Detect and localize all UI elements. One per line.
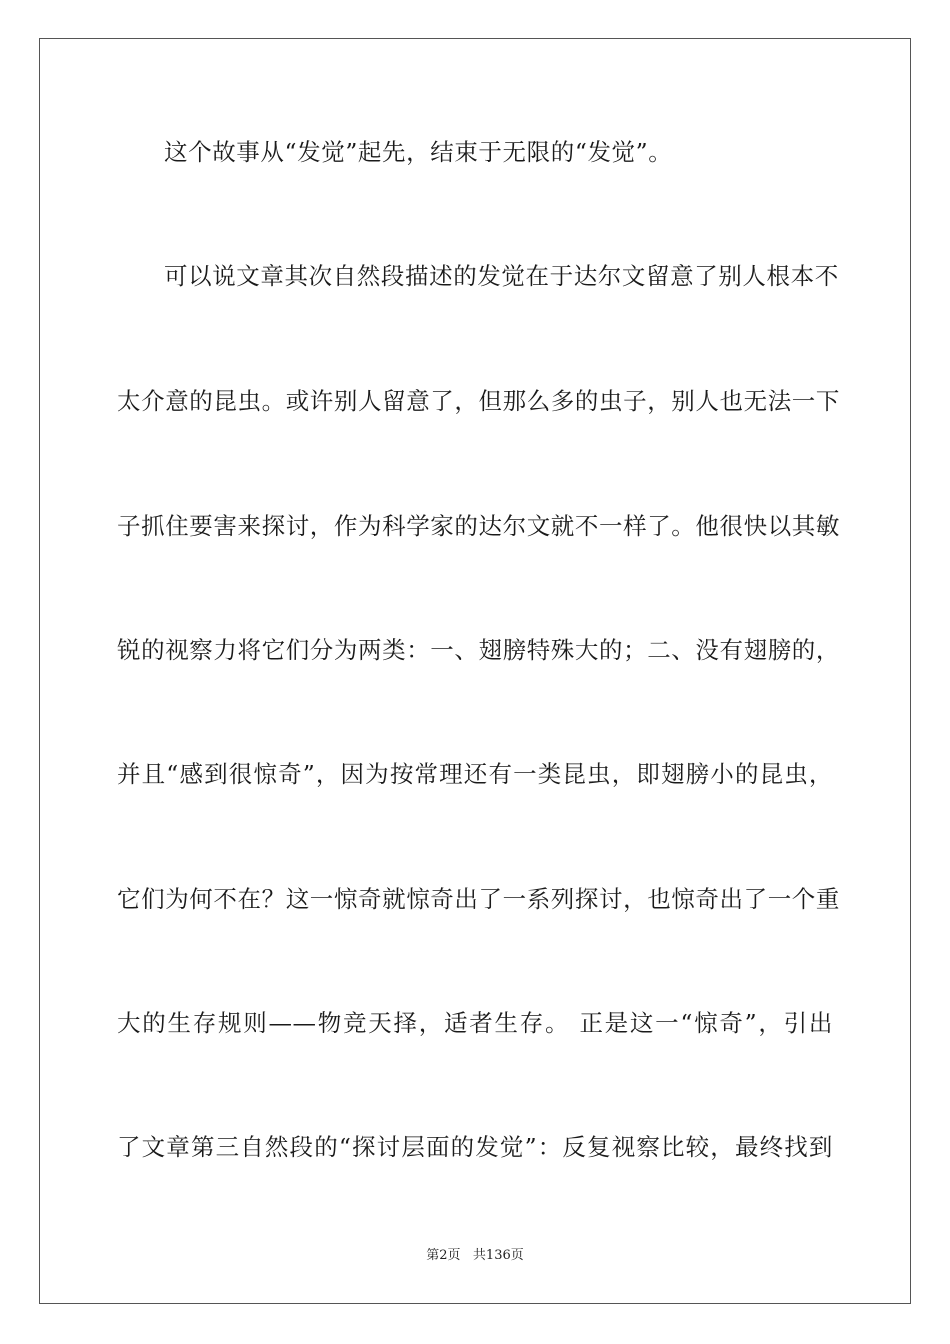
paragraph-2-line-7: 大的生存规则——物竞天择，适者生存。 正是这一“惊奇”，引出 — [117, 1009, 833, 1037]
paragraph-1-line-1: 这个故事从“发觉”起先，结束于无限的“发觉”。 — [164, 138, 673, 166]
page-number: 第2页 — [426, 1248, 461, 1263]
paragraph-2-line-4: 锐的视察力将它们分为两类：一、翅膀特殊大的；二、没有翅膀的， — [117, 636, 840, 664]
paragraph-2-line-2: 太介意的昆虫。或许别人留意了，但那么多的虫子，别人也无法一下 — [117, 387, 840, 415]
page-total: 共136页 — [472, 1248, 524, 1263]
paragraph-2-line-8: 了文章第三自然段的“探讨层面的发觉”：反复视察比较，最终找到 — [117, 1133, 833, 1161]
paragraph-2-line-3: 子抓住要害来探讨，作为科学家的达尔文就不一样了。他很快以其敏 — [117, 512, 840, 540]
paragraph-2-line-1: 可以说文章其次自然段描述的发觉在于达尔文留意了别人根本不 — [164, 262, 839, 290]
paragraph-2-line-5: 并且“感到很惊奇”，因为按常理还有一类昆虫，即翅膀小的昆虫， — [117, 760, 833, 788]
page-footer — [0, 1247, 950, 1265]
paragraph-2-line-6: 它们为何不在？这一惊奇就惊奇出了一系列探讨，也惊奇出了一个重 — [117, 885, 840, 913]
page-frame — [39, 38, 911, 1304]
